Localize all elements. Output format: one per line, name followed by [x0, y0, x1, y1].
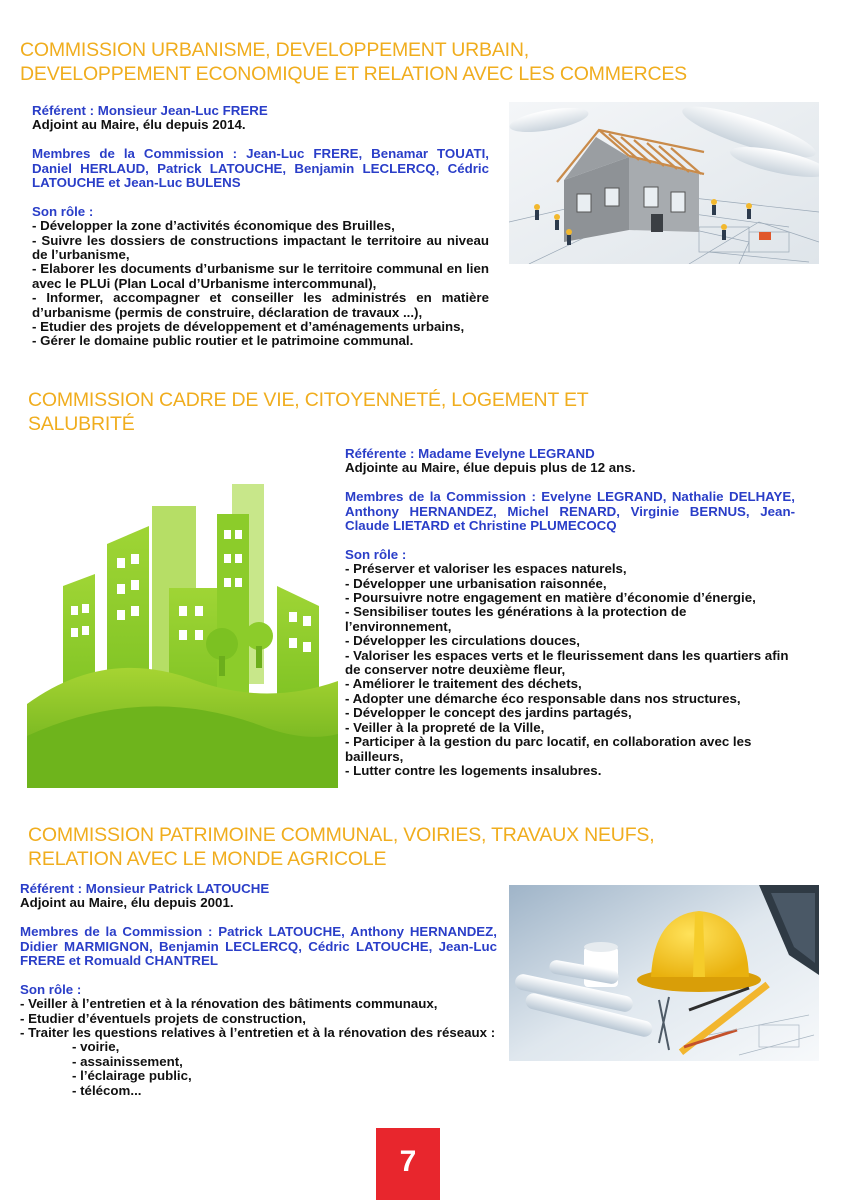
role-item: - Valoriser les espaces verts et le fleurissement dans les quartiers afin de conserver notre deuxième fleur, [345, 647, 789, 678]
section-1-members: Membres de la Commission : Jean-Luc FRERE, Benamar TOUATI, Daniel HERLAUD, Patrick LATOUCHE, Benjamin LECLERCQ, Cédric LATOUCHE et Jean-Luc BULENS [32, 146, 489, 191]
role-item: - Améliorer le traitement des déchets, [345, 676, 582, 692]
role-item: - Etudier des projets de développement et d’aménagements urbains, [32, 319, 465, 335]
section-1-referent: Référent : Monsieur Jean-Luc FRERE [32, 103, 268, 118]
section-3-title-line-2: RELATION AVEC LE MONDE AGRICOLE [28, 848, 387, 870]
section-3-text [20, 882, 497, 1098]
sub-role-item: - voirie, [72, 1039, 120, 1055]
section-2-referent-desc: Adjointe au Maire, élue depuis plus de 12 ans. [345, 460, 636, 476]
role-item: - Participer à la gestion du parc locatif, en collaboration avec les bailleurs, [345, 734, 752, 764]
section-1-title-line-2: DEVELOPPEMENT ECONOMIQUE ET RELATION AVEC LES COMMERCES [20, 63, 687, 85]
green-city-drawing [27, 466, 338, 788]
role-item: - Gérer le domaine public routier et le patrimoine communal. [32, 333, 414, 349]
section-2-text [345, 447, 795, 778]
role-item: - Veiller à la propreté de la Ville, [345, 719, 545, 735]
section-3-referent-desc: Adjoint au Maire, élu depuis 2001. [20, 895, 234, 911]
role-item: - Elaborer les documents d’urbanisme sur le territoire communal en lien avec le PLUi (Plan Local d’Urbanisme intercommunal), [32, 261, 489, 291]
section-2-role-title: Son rôle : [345, 546, 407, 562]
section-2-title-line-1: COMMISSION CADRE DE VIE, CITOYENNETÉ, LOGEMENT ET [28, 389, 589, 411]
section-3-title-line-1: COMMISSION PATRIMOINE COMMUNAL, VOIRIES, TRAVAUX NEUFS, [28, 824, 655, 846]
hard-hat-desk-photo [509, 885, 819, 1061]
green-city-illustration [27, 466, 338, 788]
role-item: - Veiller à l’entretien et à la rénovation des bâtiments communaux, [20, 996, 438, 1012]
sub-role-item: - l’éclairage public, [72, 1068, 192, 1084]
role-item: - Préserver et valoriser les espaces naturels, [345, 561, 627, 577]
section-1-referent-desc: Adjoint au Maire, élu depuis 2014. [32, 117, 246, 133]
role-item: - Sensibiliser toutes les générations à la protection de l’environnement, [345, 604, 687, 634]
role-item: - Développer la zone d’activités économique des Bruilles, [32, 218, 395, 234]
section-3-referent: Référent : Monsieur Patrick LATOUCHE [20, 881, 270, 896]
role-item: - Développer les circulations douces, [345, 633, 580, 649]
house-construction-photo [509, 102, 819, 264]
section-2-title [28, 388, 588, 436]
section-2-members: Membres de la Commission : Evelyne LEGRAND, Nathalie DELHAYE, Anthony HERNANDEZ, Michel RENARD, Virginie BERNUS, Jean-Claude LIETARD et Christine PLUMECOCQ [345, 489, 795, 534]
role-item: - Adopter une démarche éco responsable dans nos structures, [345, 690, 741, 706]
role-item: - Informer, accompagner et conseiller les administrés en matière d’urbanisme (permis de construire, déclaration de travaux ...), [32, 290, 489, 320]
section-3-role-title: Son rôle : [20, 981, 82, 997]
role-item: - Développer une urbanisation raisonnée, [345, 575, 607, 591]
section-3-members: Membres de la Commission : Patrick LATOUCHE, Anthony HERNANDEZ, Didier MARMIGNON, Benjamin LECLERCQ, Cédric LATOUCHE, Jean-Luc FRERE et Romuald CHANTREL [20, 924, 497, 969]
role-item: - Lutter contre les logements insalubres. [345, 762, 602, 778]
role-item: - Traiter les questions relatives à l’entretien et à la rénovation des réseaux : [20, 1025, 496, 1041]
section-1-text [32, 104, 489, 349]
role-item: - Etudier d’éventuels projets de construction, [20, 1010, 306, 1026]
hard-hat-desk-drawing [509, 885, 819, 1061]
role-item: - Poursuivre notre engagement en matière d’économie d’énergie, [345, 590, 756, 606]
section-3-title [28, 823, 654, 871]
role-item: - Développer le concept des jardins partagés, [345, 705, 632, 721]
house-construction-drawing [509, 102, 819, 264]
section-1-title [20, 38, 687, 86]
role-item: - Suivre les dossiers de constructions impactant le territoire au niveau de l’urbanisme, [32, 232, 489, 263]
page-number: 7 [376, 1128, 440, 1200]
section-2-referent: Référente : Madame Evelyne LEGRAND [345, 446, 595, 461]
section-2-title-line-2: SALUBRITÉ [28, 413, 135, 435]
section-1-role-title: Son rôle : [32, 203, 94, 219]
sub-role-item: - télécom... [72, 1082, 142, 1098]
sub-role-item: - assainissement, [72, 1053, 183, 1069]
section-1-title-line-1: COMMISSION URBANISME, DEVELOPPEMENT URBAIN, [20, 39, 529, 61]
